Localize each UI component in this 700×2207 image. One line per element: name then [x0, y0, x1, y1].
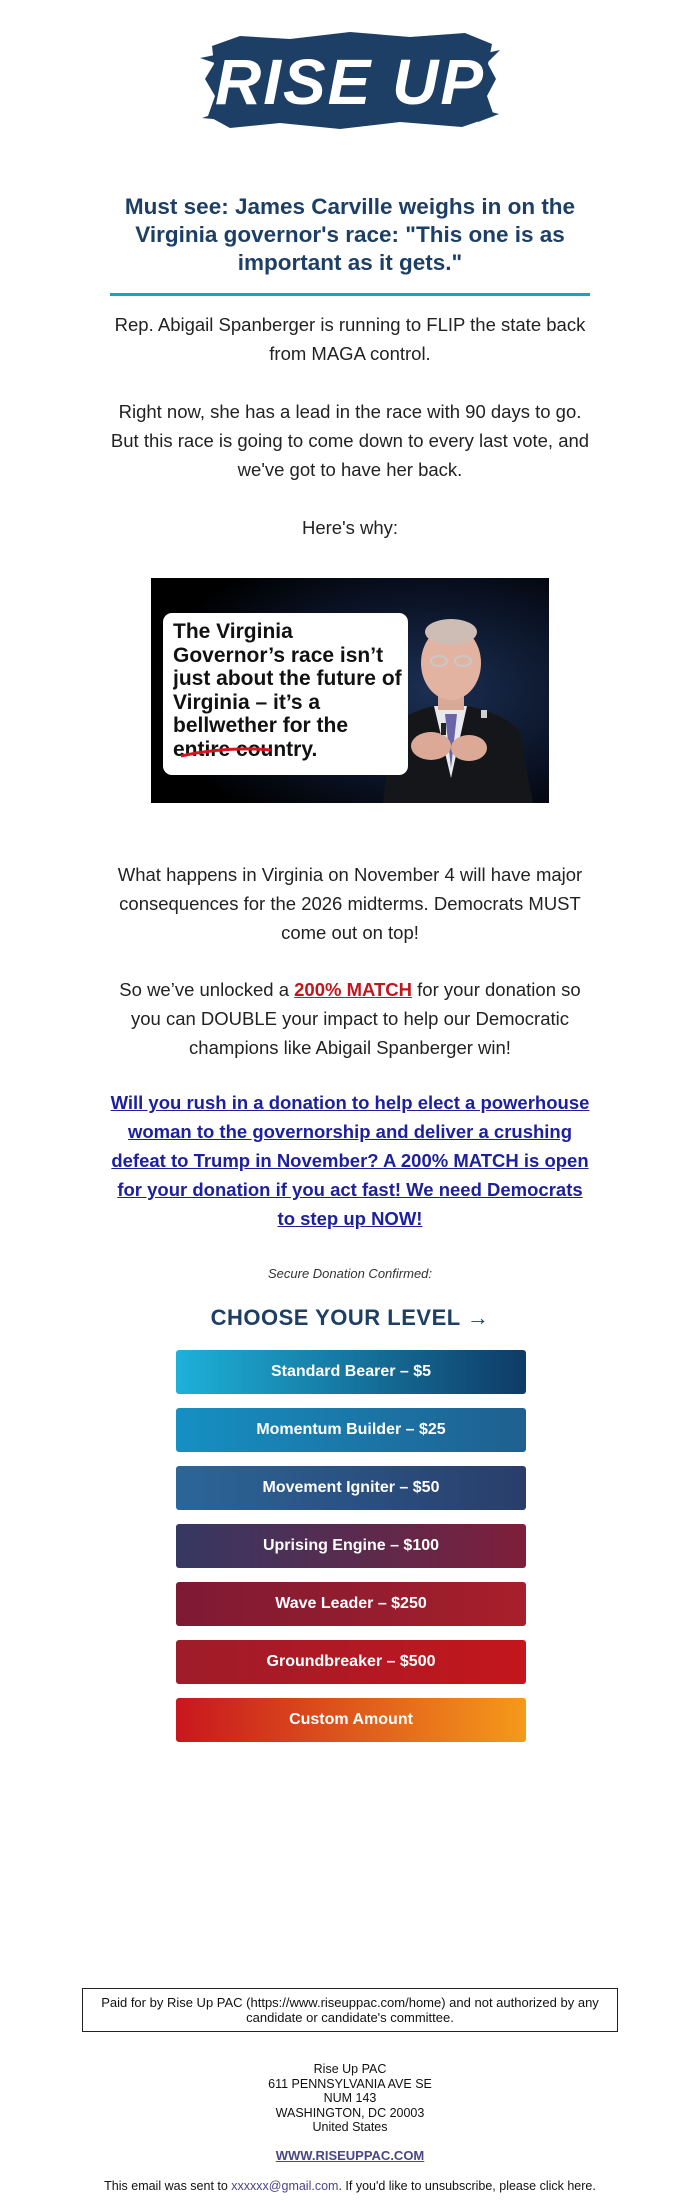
logo-text: RISE UP: [214, 46, 486, 118]
intro-paragraph: Rep. Abigail Spanberger is running to FLIP the state back from MAGA control.: [114, 314, 586, 364]
rise-up-logo[interactable]: [200, 24, 500, 136]
donate-100-button[interactable]: Uprising Engine – $100: [176, 1524, 526, 1568]
recipient-email-link[interactable]: xxxxxx@gmail.com: [231, 2179, 339, 2193]
donate-250-button[interactable]: Wave Leader – $250: [176, 1582, 526, 1626]
match-link[interactable]: 200% MATCH: [294, 979, 413, 1000]
brush-stroke-logo-graphic: [200, 24, 500, 136]
mailing-address: Rise Up PAC 611 PENNSYLVANIA AVE SE NUM 143 WASHINGTON, DC 20003 United States: [268, 2062, 432, 2134]
choose-level-heading: CHOOSE YOUR LEVEL →: [210, 1305, 490, 1330]
lead-paragraph: Right now, she has a lead in the race with 90 days to go. But this race is going to come down to every last vote, and we've got to have her back.: [110, 401, 590, 480]
donate-cta-link[interactable]: Will you rush in a donation to help elect a powerhouse woman to the governorship and deliver a crushing defeat to Trump in November? A 200% MATCH is open for your donation if you act fast! We need Democrats to step up NOW!: [110, 1092, 590, 1229]
unsubscribe-text[interactable]: . If you'd like to unsubscribe, please click here.: [338, 2179, 596, 2193]
carville-quote-image: [151, 578, 549, 803]
consequences-paragraph: What happens in Virginia on November 4 will have major consequences for the 2026 midterms. Democrats MUST come out on top!: [117, 864, 583, 943]
donate-5-button[interactable]: Standard Bearer – $5: [176, 1350, 526, 1394]
divider: [110, 293, 590, 296]
website-link[interactable]: WWW.RISEUPPAC.COM: [275, 2148, 425, 2163]
donate-custom-button[interactable]: Custom Amount: [176, 1698, 526, 1742]
unsubscribe-footer: This email was sent to xxxxxx@gmail.com. If you'd like to unsubscribe, please click here.: [104, 2179, 596, 2193]
match-paragraph: So we’ve unlocked a 200% MATCH for your donation so you can DOUBLE your impact to help our Democratic champions like Abigail Spanberger win!: [119, 979, 581, 1058]
secure-donation-text: Secure Donation Confirmed:: [267, 1266, 433, 1281]
donate-50-button[interactable]: Movement Igniter – $50: [176, 1466, 526, 1510]
donate-25-button[interactable]: Momentum Builder – $25: [176, 1408, 526, 1452]
donate-500-button[interactable]: Groundbreaker – $500: [176, 1640, 526, 1684]
quote-text: The Virginia Governor’s race isn’t just about the future of Virginia – it’s a bellwether for the entire country.: [173, 620, 402, 761]
heres-why-text: Here's why:: [301, 517, 399, 538]
headline: Must see: James Carville weighs in on the Virginia governor's race: "This one is as important as it gets.": [124, 194, 576, 275]
paid-for-disclaimer: Paid for by Rise Up PAC (https://www.riseuppac.com/home) and not authorized by any candidate or candidate's committee.: [82, 1988, 618, 2032]
